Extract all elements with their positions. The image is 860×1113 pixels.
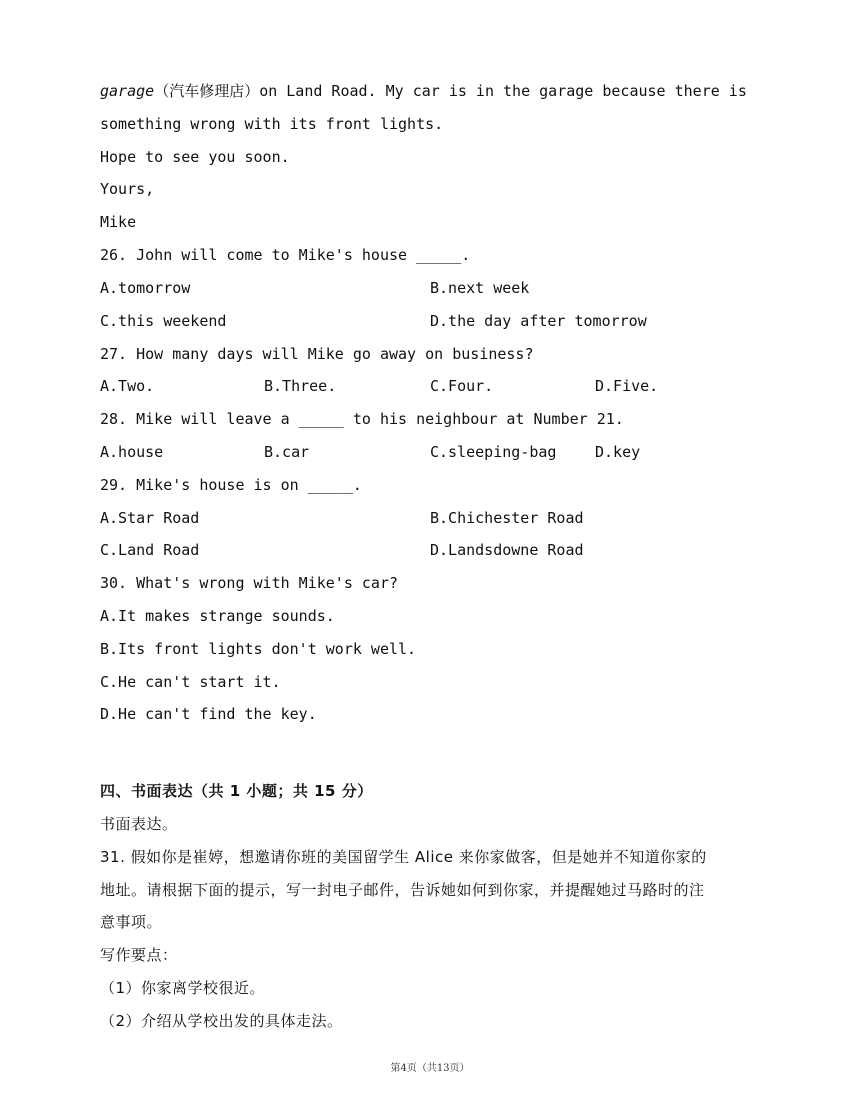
passage-line-5: Mike <box>100 213 137 231</box>
question-31-line-2: 地址。请根据下面的提示，写一封电子邮件，告诉她如何到你家，并提醒她过马路时的注 <box>100 881 705 899</box>
question-26-stem: 26. John will come to Mike's house _____. <box>100 246 471 264</box>
passage-line-1-rest: （汽车修理店）on Land Road. My car is in the garage because there is <box>154 82 747 100</box>
section-4-label: 书面表达。 <box>100 815 178 833</box>
question-27-option-c: C.Four. <box>430 377 494 395</box>
question-29-option-d: D.Landsdowne Road <box>430 541 584 559</box>
writing-point-2: （2）介绍从学校出发的具体走法。 <box>100 1012 343 1030</box>
passage-line-4: Yours, <box>100 180 155 198</box>
question-30-option-c: C.He can't start it. <box>100 673 281 691</box>
question-28-option-b: B.car <box>264 443 310 461</box>
question-27-stem: 27. How many days will Mike go away on business? <box>100 345 534 363</box>
section-4-heading: 四、书面表达（共 1 小题；共 15 分） <box>100 782 373 800</box>
passage-line-1 <box>100 81 747 101</box>
question-26-option-d: D.the day after tomorrow <box>430 312 647 330</box>
page-footer: 第4页（共13页） <box>390 1063 470 1074</box>
question-29-option-b: B.Chichester Road <box>430 509 584 527</box>
question-28-option-d: D.key <box>595 443 641 461</box>
question-26-option-c: C.this weekend <box>100 312 227 330</box>
question-29-stem: 29. Mike's house is on _____. <box>100 476 362 494</box>
question-29-option-c: C.Land Road <box>100 541 200 559</box>
question-30-option-b: B.Its front lights don't work well. <box>100 640 417 658</box>
passage-line-2: something wrong with its front lights. <box>100 115 444 133</box>
question-27-option-d: D.Five. <box>595 377 659 395</box>
question-27-option-a: A.Two. <box>100 377 155 395</box>
question-28-option-a: A.house <box>100 443 164 461</box>
question-26-option-a: A.tomorrow <box>100 279 191 297</box>
question-31-line-3: 意事项。 <box>100 913 163 931</box>
question-30-option-a: A.It makes strange sounds. <box>100 607 335 625</box>
writing-point-1: （1）你家离学校很近。 <box>100 979 266 997</box>
passage-line-3: Hope to see you soon. <box>100 148 290 166</box>
question-27-option-b: B.Three. <box>264 377 337 395</box>
question-31-line-1: 31. 假如你是崔婷，想邀请你班的美国留学生 Alice 来你家做客，但是她并不知道你家的 <box>100 848 707 866</box>
question-28-stem: 28. Mike will leave a _____ to his neighbour at Number 21. <box>100 410 624 428</box>
writing-points-title: 写作要点： <box>100 946 178 964</box>
question-29-option-a: A.Star Road <box>100 509 200 527</box>
question-26-option-b: B.next week <box>430 279 530 297</box>
question-30-option-d: D.He can't find the key. <box>100 705 317 723</box>
passage-italic-word: garage <box>100 82 155 100</box>
question-30-stem: 30. What's wrong with Mike's car? <box>100 574 399 592</box>
question-28-option-c: C.sleeping-bag <box>430 443 557 461</box>
